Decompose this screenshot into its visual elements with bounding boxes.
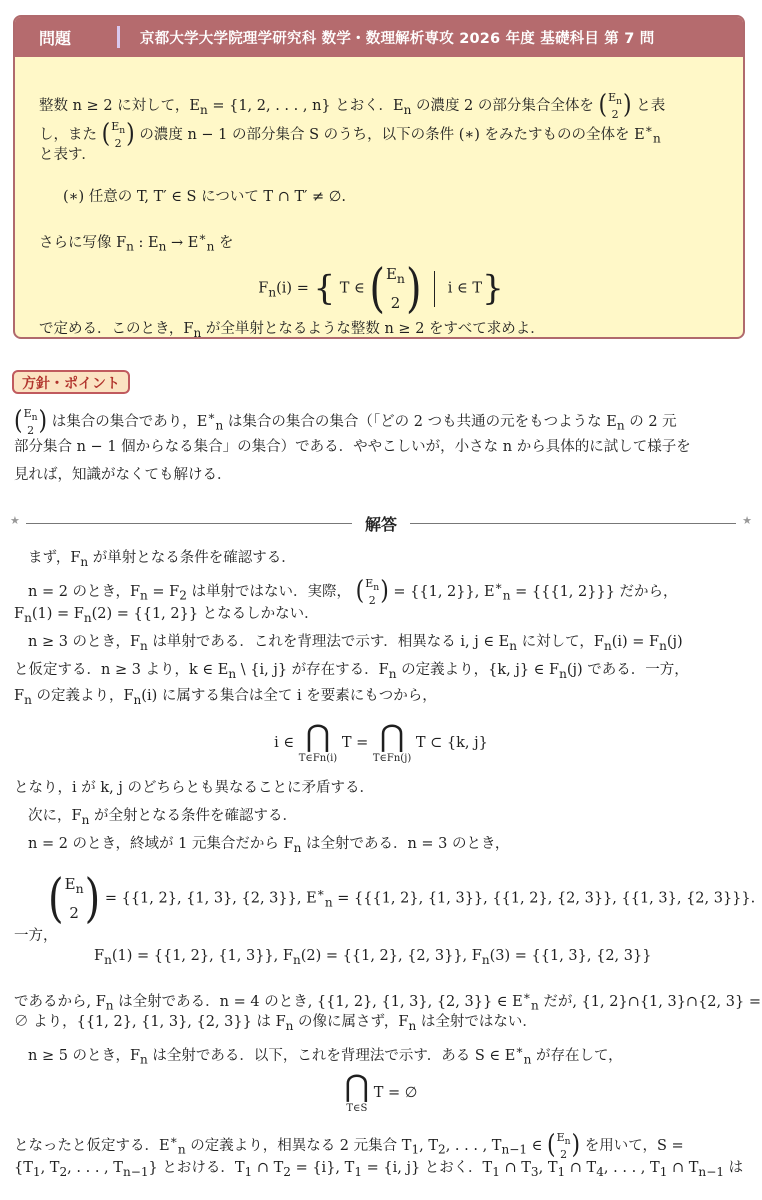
sol-line-4: n ≥ 3 のとき，$F_n$ は単射である．これを背理法で示す．相異なる i, j ∈ $E_n$ に対して，$F_n(i) = F_n(j)$ <box>28 634 683 653</box>
problem-line-2: し，また ( $E_n$ 2 ) の濃度 n − 1 の部分集合 S のうち，以下の条件 (∗) をみたすものの全体を $E^∗_n$ <box>39 119 661 150</box>
problem-condition: (∗) 任意の T, T′ ∈ S について T ∩ T′ ≠ ∅. <box>63 189 347 205</box>
solution-title: 解答 <box>364 515 397 534</box>
problem-definition-equation: $F_n(i)$ = { T ∈ ( $E_n$ 2 ) i ∈ T} <box>258 258 504 319</box>
sol-equation-fn: $F_n(1) = \{\{1$, 2}, {1, 3}}, $F_n(2) = \{\{1$, 2}, {2, 3}}, $F_n(3) = \{\{1$, 3}, {2, 3}} <box>94 948 652 967</box>
header-divider <box>117 26 120 48</box>
sol-equation-intersection: i ∈ ⋂ T∈Fn(i) T = ⋂ T∈Fn(j) T ⊂ {k, j} <box>274 719 488 764</box>
sol-line-6: $F_n$ の定義より，$F_n(i)$ に属する集合は全て i を要素にもつから， <box>14 688 437 707</box>
point-line-2: 部分集合 n − 1 個からなる集合」の集合）である．ややこしいが，小さな n から具体的に試して様子を <box>14 439 691 455</box>
sol-line-10: 一方， <box>14 928 58 944</box>
sol-line-13: n ≥ 5 のとき，$F_n$ は全射である．以下，これを背理法で示す．ある S ∈ $E^∗_n$ が存在して， <box>28 1043 623 1067</box>
binom-en-2: ( $E_n$ 2 ) <box>598 90 632 122</box>
problem-line-1: 整数 n ≥ 2 に対して，$E_n = \{1$, 2, . . . , n} とおく．$E_n$ の濃度 2 の部分集合全体を ( $E_n$ 2 ) と表 <box>39 90 666 122</box>
sol-equation-empty: ⋂ T∈S T = ∅ <box>344 1069 418 1114</box>
problem-question: で定める．このとき，$F_n$ が全単射となるような整数 n ≥ 2 をすべて求めよ． <box>39 321 545 339</box>
point-tag: 方針・ポイント <box>12 370 130 394</box>
point-line-3: 見れば，知識がなくても解ける． <box>14 467 232 483</box>
sol-line-14: となったと仮定する．$E^∗_n$ の定義より，相異なる 2 元集合 $T_1$, $T_2$, . . . , $T_{n-1}$ ∈ ( $E_n$ 2 ) を用いて，S = <box>14 1130 684 1161</box>
problem-line-3: と表す． <box>39 147 96 163</box>
star-icon: ★ <box>10 514 20 527</box>
problem-label: 問題 <box>39 28 72 48</box>
sol-line-2: n = 2 のとき，$F_n = F_2$ は単射ではない．実際， ( $E_n$ 2 ) = {{1, 2}}, $E^∗_n = \{\{\{1$, 2}}} だから， <box>28 576 678 607</box>
sol-line-15: {$T_1$, $T_2$, . . . , $T_{n-1}$} とおける．$T_1$ ∩ $T_2 = \{i\}$, $T_1 = \{i$, j} とおく．$T_1$ ∩ $T_3$, $T_1$ ∩ $T_4$, . . . , $T_1$ ∩ $T_{n-1}$ は <box>14 1160 744 1179</box>
sol-line-5: と仮定する．n ≥ 3 より，k ∈ $E_n$ \ {i, j} が存在する．$F_n$ の定義より，{k, j} ∈ $F_n(j)$ である．一方， <box>14 662 689 681</box>
problem-title: 京都大学大学院理学研究科 数学・数理解析専攻 2026 年度 基礎科目 第 7 問 <box>140 30 655 47</box>
problem-map-intro: さらに写像 $F_n$ : $E_n \to E^∗_n$ を <box>39 230 234 254</box>
sol-line-9: n = 2 のとき，終域が 1 元集合だから $F_n$ は全射である．n = 3 のとき， <box>28 836 510 855</box>
sol-line-1: まず，$F_n$ が単射となる条件を確認する． <box>28 550 296 569</box>
sol-equation-n3: ( $E_n$ 2 ) = {{1, 2}, {1, 3}, {2, 3}}, $E^∗_n = \{\{\{1$, 2}, {1, 3}}, {{1, 2}, {2, 3}}, {{1, 3}, {2, 3}}}. <box>48 868 756 929</box>
solution-separator <box>10 513 752 533</box>
sol-line-8: 次に，$F_n$ が全射となる条件を確認する． <box>28 808 297 827</box>
problem-header <box>15 17 743 57</box>
sol-line-12: ∅ より，{{1, 2}, {1, 3}, {2, 3}} は $F_n$ の像に属さず，$F_n$ は全射ではない． <box>14 1014 537 1033</box>
problem-box <box>13 15 745 339</box>
sol-line-3: $F_n(1) = F_n(2) = \{\{1$, 2}} となるしかない． <box>14 606 319 625</box>
point-line-1: ( $E_n$ 2 ) は集合の集合であり，$E^∗_n$ は集合の集合の集合（「どの 2 つも共通の元をもつような $E_n$ の 2 元 <box>14 406 677 437</box>
sol-line-11: であるから, $F_n$ は全射である．n = 4 のとき, {{1, 2}, {1, 3}, {2, 3}} ∈ $E^∗_n$ だが, {1, 2}∩{1, 3}∩{2, 3} = <box>14 989 761 1013</box>
sol-line-7: となり，i が k, j のどちらとも異なることに矛盾する． <box>14 780 374 796</box>
star-icon: ★ <box>742 514 752 527</box>
